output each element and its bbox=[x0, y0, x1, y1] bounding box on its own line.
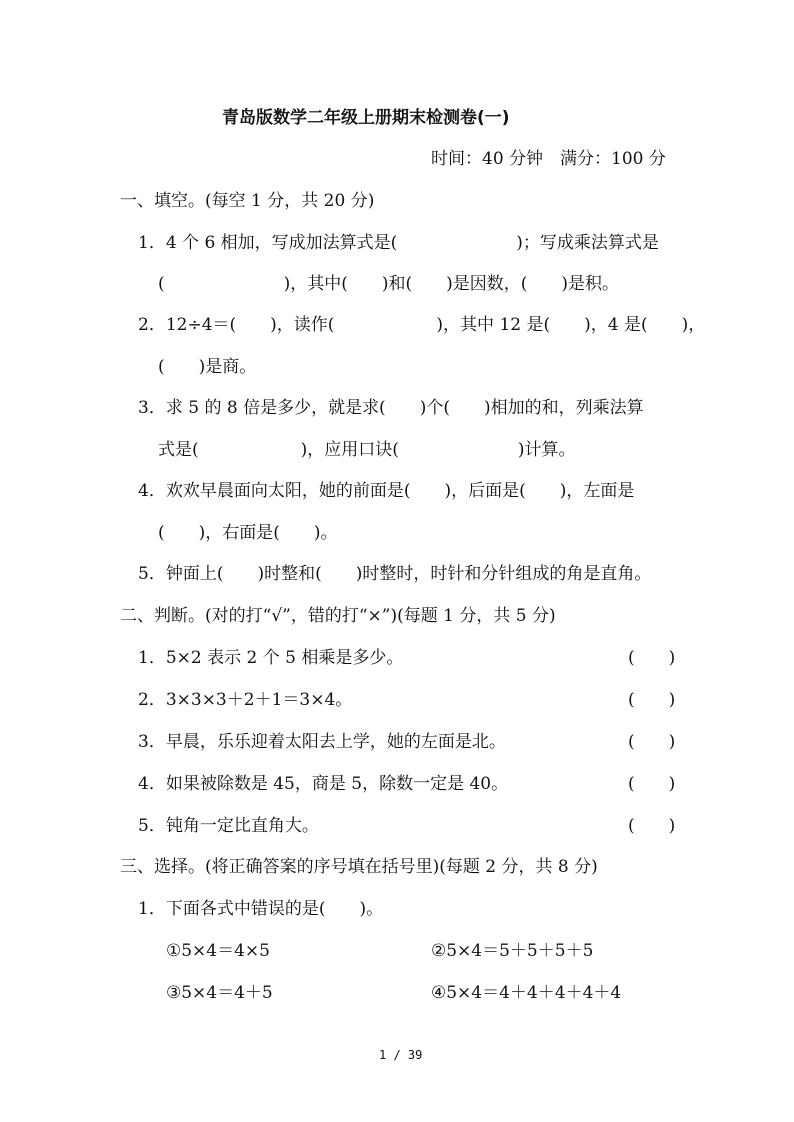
exam-meta: 时间：40 分钟 满分：100 分 bbox=[431, 149, 666, 169]
judge-answer-paren-5: ( ) bbox=[628, 816, 676, 836]
question-2-line-2: ( )是商。 bbox=[158, 357, 257, 377]
judge-answer-paren-1: ( ) bbox=[628, 648, 676, 668]
question-4-line-1: 4．欢欢早晨面向太阳，她的前面是( )，后面是( )，左面是 bbox=[138, 481, 635, 501]
choice-option-3: ③5×4＝4＋5 bbox=[166, 983, 273, 1003]
section-2-heading: 二、判断。(对的打“√”，错的打“×”)(每题 1 分，共 5 分) bbox=[120, 606, 556, 626]
judge-item-4: 4．如果被除数是 45，商是 5，除数一定是 40。 bbox=[138, 774, 509, 794]
question-5: 5．钟面上( )时整和( )时整时，时针和分针组成的角是直角。 bbox=[138, 564, 652, 584]
choice-question-1: 1．下面各式中错误的是( )。 bbox=[138, 899, 384, 919]
question-1-line-1: 1．4 个 6 相加，写成加法算式是( )；写成乘法算式是 bbox=[138, 233, 659, 253]
question-3-line-2: 式是( )，应用口诀( )计算。 bbox=[158, 440, 576, 460]
choice-option-2: ②5×4＝5＋5＋5＋5 bbox=[431, 941, 594, 961]
question-3-line-1: 3．求 5 的 8 倍是多少，就是求( )个( )相加的和，列乘法算 bbox=[138, 398, 644, 418]
question-2-line-1: 2．12÷4＝( )，读作( )，其中 12 是( )，4 是( )， bbox=[138, 315, 706, 335]
page-title: 青岛版数学二年级上册期末检测卷(一) bbox=[222, 108, 510, 128]
judge-item-3: 3．早晨，乐乐迎着太阳去上学，她的左面是北。 bbox=[138, 732, 506, 752]
judge-answer-paren-2: ( ) bbox=[628, 690, 676, 710]
choice-option-1: ①5×4＝4×5 bbox=[166, 941, 270, 961]
judge-answer-paren-3: ( ) bbox=[628, 732, 676, 752]
section-3-heading: 三、选择。(将正确答案的序号填在括号里)(每题 2 分，共 8 分) bbox=[120, 857, 598, 877]
judge-item-2: 2．3×3×3＋2＋1＝3×4。 bbox=[138, 690, 353, 710]
question-4-line-2: ( )，右面是( )。 bbox=[158, 523, 338, 543]
judge-answer-paren-4: ( ) bbox=[628, 774, 676, 794]
choice-option-4: ④5×4＝4＋4＋4＋4＋4 bbox=[431, 983, 622, 1003]
judge-item-5: 5．钝角一定比直角大。 bbox=[138, 816, 319, 836]
question-1-line-2: ( )，其中( )和( )是因数，( )是积。 bbox=[158, 274, 620, 294]
page-number: 1 / 39 bbox=[379, 1048, 423, 1062]
section-1-heading: 一、填空。(每空 1 分，共 20 分) bbox=[120, 191, 375, 211]
judge-item-1: 1．5×2 表示 2 个 5 相乘是多少。 bbox=[138, 648, 404, 668]
